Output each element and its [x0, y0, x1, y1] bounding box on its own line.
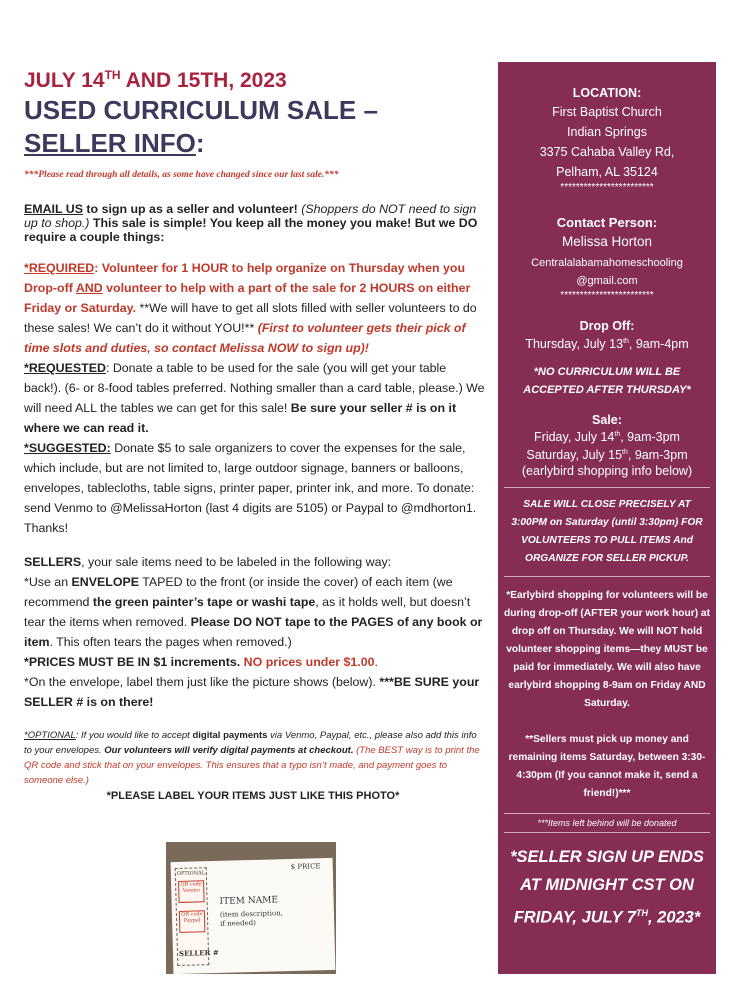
requested-paragraph: *REQUESTED: Donate a table to be used for the sale (you will get your table back!). (6- or 8-food tables preferred. Nothing smaller than a card table, please.) We will need ALL the tables we can get for this sale! Be sure your seller # is on it where we can read it. [24, 361, 485, 435]
suggested-paragraph: *SUGGESTED: Donate $5 to sale organizers to cover the expenses for the sale, which include, but are not limited to, large outdoor signage, banners or balloons, envelopes, tablecloths, table signs, printer paper, printer ink, and more. To donate: send Venmo to @MelissaHorton (last 4 digits are 5105) or Paypal to @mdhorton1. Thanks! [24, 441, 477, 535]
divider-stars: ************************ [560, 182, 654, 193]
price-text: $ PRICE [290, 862, 321, 871]
seller-number: SELLER # [178, 947, 219, 958]
location-line-1: First Baptist Church [552, 105, 662, 119]
photo-label: *PLEASE LABEL YOUR ITEMS JUST LIKE THIS PHOTO* [106, 790, 400, 802]
sale-date: JULY 14TH AND 15TH, 2023 [24, 68, 287, 92]
location-heading: LOCATION: [572, 86, 642, 100]
item-name-text: ITEM NAME [219, 895, 279, 907]
contact-email-2[interactable]: @gmail.com [576, 275, 638, 287]
divider-stars-2: ************************ [560, 290, 654, 301]
page-subtitle: SELLER INFO: [24, 128, 205, 158]
dropoff-heading: Drop Off: [579, 319, 635, 333]
main-content [24, 62, 486, 808]
contact-email-1[interactable]: Centralalabamahomeschooling [531, 257, 683, 269]
sale-close-note: SALE WILL CLOSE PRECISELY AT 3:00PM on Saturday (until 3:30pm) FOR VOLUNTEERS TO PULL ITEMS And ORGANIZE FOR SELLER PICKUP. [511, 499, 703, 565]
pickup-note: **Sellers must pick up money and remaining items Saturday, between 3:30-4:30pm (If you cannot make it, send a friend!)*** [508, 734, 706, 800]
donated-note: ***Items left behind will be donated [537, 818, 677, 829]
qr-paypal: QR code Paypal [179, 910, 206, 933]
page-title: USED CURRICULUM SALE – [24, 95, 378, 125]
required-paragraph: *REQUIRED: Volunteer for 1 HOUR to help organize on Thursday when you Drop-off AND volunteer to help with a part of the sale for 2 HOURS on either Friday or Saturday. **We will have to get all slots filled with seller volunteers to do these sales! We can’t do it without YOU!** (First to volunteer gets their pick of time slots and duties, so contact Melissa NOW to sign up)! [24, 261, 477, 355]
email-us-link[interactable]: EMAIL US [24, 202, 83, 216]
item-desc-text: (item description, if needed) [219, 909, 284, 928]
contact-name: Melissa Horton [561, 234, 653, 249]
sale-note: (earlybird shopping info below) [521, 464, 693, 479]
location-line-4: Pelham, AL 35124 [556, 165, 658, 179]
qr-venmo: QR code Venmo [178, 880, 205, 903]
envelope-photo [166, 842, 336, 974]
info-sidebar [498, 62, 716, 974]
optional-text: OPTIONAL: [176, 870, 207, 877]
earlybird-note: *Earlybird shopping for volunteers will be during drop-off (AFTER your work hour) at drop off on Thursday. We will NOT hold volunteer shopping items—they MUST be paid for immediately. We will also have earlybird shopping 8-9am on Friday AND Saturday. [504, 590, 710, 710]
location-line-2: Indian Springs [567, 125, 647, 139]
signup-ends: *SELLER SIGN UP ENDS AT MIDNIGHT CST ON FRIDAY, JULY 7TH, 2023* [510, 848, 704, 927]
envelope-card [171, 858, 336, 974]
optional-paragraph: *OPTIONAL: If you would like to accept digital payments via Venmo, Paypal, etc., please also add this info to your envelopes. Our volunteers will verify digital payments at checkout. (The BEST way is to print the QR code and stick that on your envelopes. This ensures that a typo isn’t made, and payment goes to someone else.) [24, 730, 480, 786]
sale-friday: Friday, July 14th, 9am-3pm [534, 430, 680, 445]
envelope-flap [175, 867, 219, 966]
dropoff-time: Thursday, July 13th, 9am-4pm [525, 337, 689, 352]
contact-heading: Contact Person: [556, 215, 658, 230]
read-note: ***Please read through all details, as some have changed since our last sale.*** [24, 170, 339, 180]
location-line-3: 3375 Cahaba Valley Rd, [539, 145, 675, 159]
sale-heading: Sale: [592, 413, 622, 428]
sellers-paragraph: SELLERS, your sale items need to be labeled in the following way: *Use an ENVELOPE TAPED to the front (or inside the cover) of each item (we recommend the green painter’s tape or washi tape, as it holds well, but doesn’t tear the items when removed. Please DO NOT tape to the PAGES of any book or item. This often tears the pages when removed.) *PRICES MUST BE IN $1 increments. NO prices under $1.00. *On the envelope, label them just like the picture shows (below). ***BE SURE your SELLER # is on there! [24, 555, 483, 709]
sale-saturday: Saturday, July 15th, 9am-3pm [526, 448, 688, 463]
email-paragraph: EMAIL US to sign up as a seller and volunteer! (Shoppers do NOT need to sign up to shop.) This sale is simple! You keep all the money you make! But we DO require a couple things: [24, 202, 478, 244]
no-curriculum-note: *NO CURRICULUM WILL BE ACCEPTED AFTER THURSDAY* [523, 366, 691, 397]
